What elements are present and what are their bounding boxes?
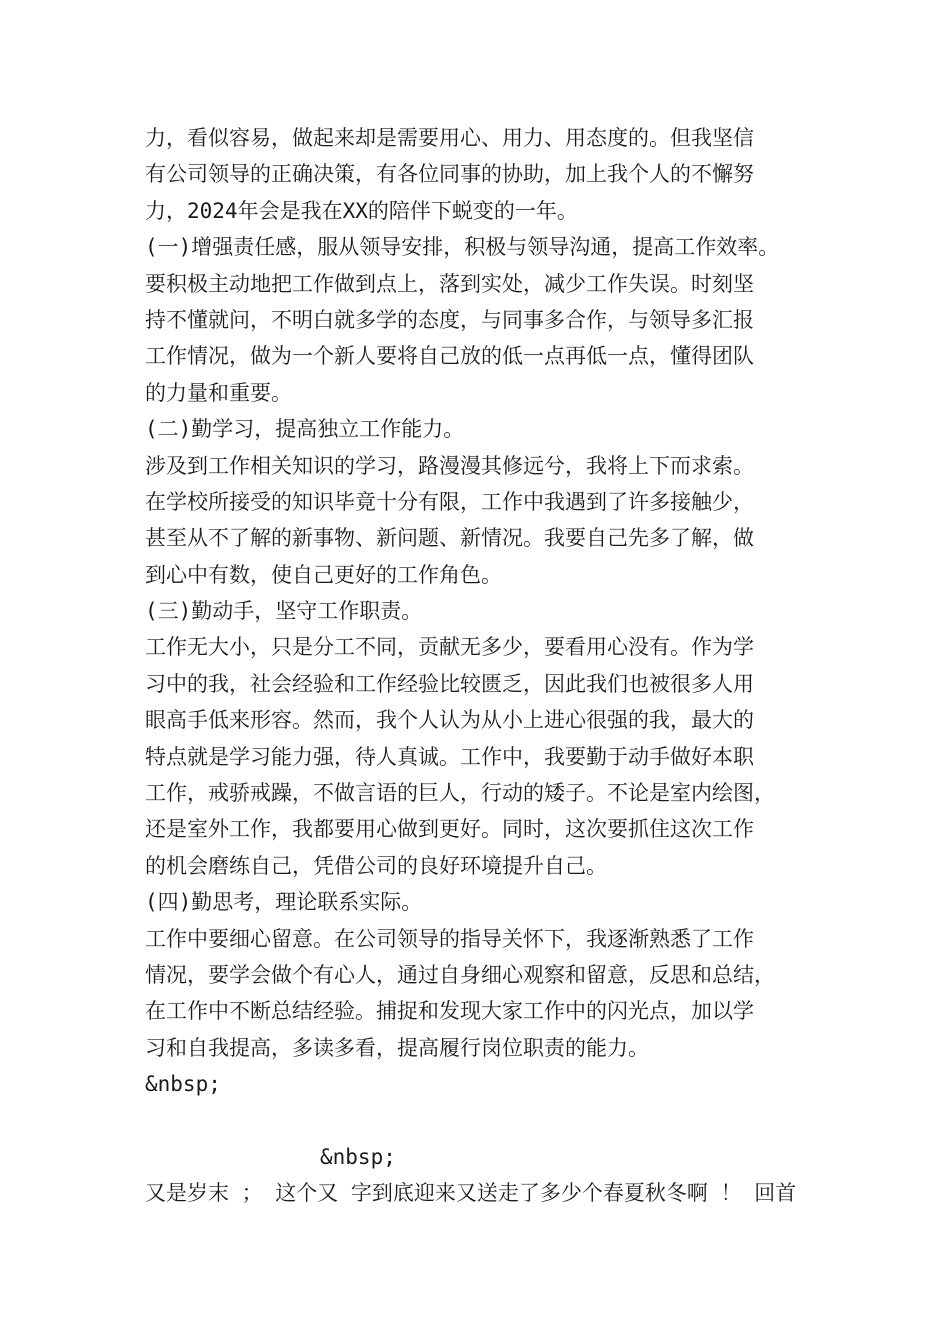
text-line: 情况，要学会做个有心人，通过自身细心观察和留意，反思和总结，	[145, 962, 775, 987]
section-heading-1: (一)增强责任感，服从领导安排，积极与领导沟通，提高工作效率。	[145, 235, 780, 260]
text-line: 要积极主动地把工作做到点上，落到实处，减少工作失误。时刻坚	[145, 271, 754, 296]
section-heading-2: (二)勤学习，提高独立工作能力。	[145, 417, 465, 442]
blank-gap	[145, 1103, 845, 1139]
text-line: 工作无大小，只是分工不同，贡献无多少，要看用心没有。作为学	[145, 635, 754, 660]
text-line: 在学校所接受的知识毕竟十分有限，工作中我遇到了许多接触少，	[145, 489, 754, 514]
nbsp-literal-1: &nbsp;	[145, 1072, 221, 1097]
text-line: 习中的我，社会经验和工作经验比较匮乏，因此我们也被很多人用	[145, 671, 754, 696]
nbsp-literal-2: &nbsp;	[320, 1144, 396, 1169]
text-line: 工作情况，做为一个新人要将自己放的低一点再低一点，懂得团队	[145, 344, 754, 369]
text-line: 特点就是学习能力强，待人真诚。工作中，我要勤于动手做好本职	[145, 744, 754, 769]
text-line: 甚至从不了解的新事物、新问题、新情况。我要自己先多了解，做	[145, 526, 754, 551]
text-line: 的机会磨练自己，凭借公司的良好环境提升自己。	[145, 853, 607, 878]
text-line: 工作，戒骄戒躁，不做言语的巨人，行动的矮子。不论是室内绘图，	[145, 781, 775, 806]
text-line: 还是室外工作，我都要用心做到更好。同时，这次要抓住这次工作	[145, 817, 754, 842]
text-line: 力，看似容易，做起来却是需要用心、用力、用态度的。但我坚信	[145, 126, 754, 150]
text-line: 持不懂就问，不明白就多学的态度，与同事多合作，与领导多汇报	[145, 307, 754, 332]
closing-line: 又是岁末 ； 这个又 字到底迎来又送走了多少个春夏秋冬啊 ！ 回首	[145, 1181, 797, 1206]
text-line: 在工作中不断总结经验。捕捉和发现大家工作中的闪光点，加以学	[145, 999, 754, 1024]
text-line: 涉及到工作相关知识的学习，路漫漫其修远兮，我将上下而求索。	[145, 453, 754, 478]
text-line: 的力量和重要。	[145, 380, 292, 405]
text-line: 有公司领导的正确决策，有各位同事的协助，加上我个人的不懈努	[145, 162, 754, 187]
section-heading-4: (四)勤思考，理论联系实际。	[145, 890, 423, 915]
text-line: 到心中有数，使自己更好的工作角色。	[145, 562, 502, 587]
section-heading-3: (三)勤动手，坚守工作职责。	[145, 599, 423, 624]
text-line: 习和自我提高，多读多看，提高履行岗位职责的能力。	[145, 1035, 649, 1060]
text-line: 力，2024年会是我在XX的陪伴下蜕变的一年。	[145, 198, 578, 223]
text-line: 工作中要细心留意。在公司领导的指导关怀下，我逐渐熟悉了工作	[145, 926, 754, 951]
document-body	[145, 120, 845, 1212]
text-line: 眼高手低来形容。然而，我个人认为从小上进心很强的我，最大的	[145, 708, 754, 733]
